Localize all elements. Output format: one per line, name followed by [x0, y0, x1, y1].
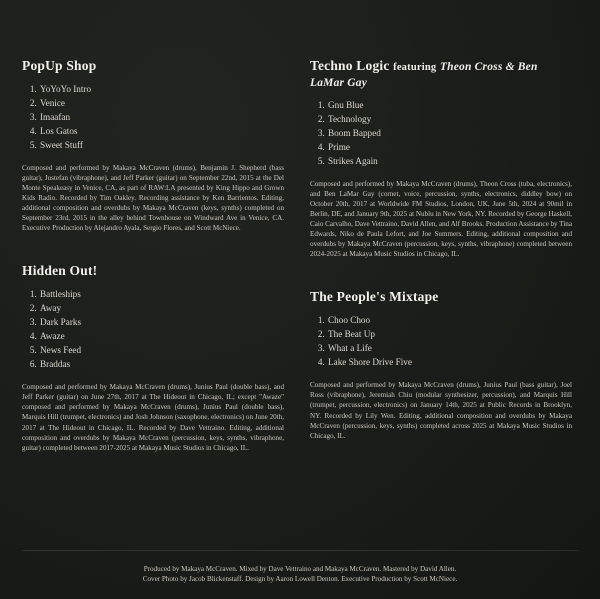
- release-block-popup-shop: [22, 58, 284, 233]
- featured-artists: Theon Cross & Ben LaMar Gay: [310, 61, 538, 89]
- tracklist: [310, 99, 572, 169]
- release-title-text: PopUp Shop: [22, 58, 97, 73]
- release-title: [22, 263, 284, 279]
- release-title: [310, 289, 572, 305]
- track-item: 4. Awaze: [39, 330, 284, 344]
- track-item: 3. Dark Parks: [39, 316, 284, 330]
- release-title: [310, 58, 572, 90]
- tracklist: [310, 314, 572, 370]
- right-column: [310, 58, 572, 483]
- track-item: 5. Strikes Again: [327, 155, 572, 169]
- credits-columns: [22, 58, 578, 483]
- footer-line-design: Cover Photo by Jacob Blickenstaff. Design by Aaron Lowell Denton. Executive Production by Scott McNiece.: [142, 575, 458, 584]
- track-item: 2. Technology: [327, 113, 572, 127]
- release-credits: Composed and performed by Makaya McCraven (drums), Junius Paul (double bass), and Jeff Parker (guitar) on June 27th, 2017 at The Hideout in Chicago, IL; except "Awaze" composed and performed by Makaya McCraven (drums), Junius Paul (double bass), Marquis Hill (trumpet, electronics) and Josh Johnson (saxophone, electronics) on June 20th, 2017 at The Hideout in Chicago, IL. Recorded by Dave Vettraino. Editing, additional composition and overdubs by Makaya McCraven (percussion, keys, synths, vibraphone, guitar) completed between 2017-2025 at Makaya Music Studios in Chicago, IL.: [22, 383, 284, 452]
- release-title-text: Techno Logic: [310, 58, 390, 73]
- footer-credits: [0, 564, 600, 585]
- release-credits: Composed and performed by Makaya McCraven (drums), Junius Paul (bass guitar), Joel Ross (vibraphone), Jeremiah Chiu (modular synthesizer, percussion), and Marquis Hill (trumpet, percussion, electronics) on January 14th, 2025 at Public Records in Brooklyn, NY. Recorded by Lily Wen. Editing, additional composition and overdubs by Makaya McCraven (percussion, keys, synths) completed across 2025 at Makaya Music Studios in Chicago, IL.: [310, 381, 572, 440]
- track-item: 1. Battleships: [39, 288, 284, 302]
- tracklist: [22, 83, 284, 153]
- release-title-text: The People's Mixtape: [310, 289, 439, 305]
- track-item: 4. Los Gatos: [39, 125, 284, 139]
- track-item: 1. Choo Choo: [327, 314, 572, 328]
- track-item: 2. Away: [39, 302, 284, 316]
- track-item: 2. Venice: [39, 97, 284, 111]
- track-item: 1. Gnu Blue: [327, 99, 572, 113]
- track-item: 3. What a Life: [327, 342, 572, 356]
- footer-divider: [22, 550, 578, 551]
- track-item: 5. News Feed: [39, 344, 284, 358]
- left-column: [22, 58, 284, 483]
- track-item: 5. Sweet Stuff: [39, 139, 284, 153]
- release-block-peoples-mixtape: [310, 289, 572, 440]
- track-item: 3. Boom Bapped: [327, 127, 572, 141]
- release-title: [22, 58, 284, 74]
- release-block-hidden-out: [22, 263, 284, 452]
- release-block-techno-logic: [310, 58, 572, 259]
- track-item: 2. The Beat Up: [327, 328, 572, 342]
- release-title-text: Hidden Out!: [22, 263, 98, 279]
- release-credits: Composed and performed by Makaya McCraven (drums), Theon Cross (tuba, electronics), and Ben LaMar Gay (cornet, voice, percussion, synths, electronics, diddley bow) on October 20th, 2017 at Worldwide FM Studios, London, UK, June 5th, 2024 at 90mil in Berlin, DE, and January 9th, 2025 at Nublu in New York, NY. Recorded by George Haskell, Caio Carvalho, Dave Vettraino, David Allen, and Alf Brooks. Production Assistance by Tina Edwards, Niko de Paula Lefort, and Joe Summers. Editing, additional composition and overdubs by Makaya McCraven (percussion, keys, synths, vibraphone) completed between 2024-2025 at Makaya Music Studios in Chicago, IL.: [310, 179, 572, 259]
- track-item: 4. Lake Shore Drive Five: [327, 356, 572, 370]
- track-item: 6. Braddas: [39, 358, 284, 372]
- footer-line-production: Produced by Makaya McCraven. Mixed by Dave Vettraino and Makaya McCraven. Mastered by David Allen.: [143, 564, 457, 573]
- track-item: 4. Prime: [327, 141, 572, 155]
- tracklist: [22, 288, 284, 372]
- track-item: 3. Imaafan: [39, 111, 284, 125]
- featuring-label: featuring: [393, 62, 437, 73]
- track-item: 1. YoYoYo Intro: [39, 83, 284, 97]
- release-credits: Composed and performed by Makaya McCraven (drums), Benjamin J. Shepherd (bass guitar), Justefan (vibraphone), and Jeff Parker (guitar) on September 22nd, 2015 at the Del Monte Speakeasy in Venice, CA, as part of RAW:LA presented by King Hippo and Grown Kids Radio. Recorded by Tim Oakley. Recording assistance by Ken Barrientos. Editing, additional composition and overdubs by Makaya McCraven (keys, synths) completed on September 23rd, 2015 in the alley behind Townhouse on Windward Ave in Venice, CA. Executive Production by Alejandro Ayala, Sergio Flores, and Scott McNiece.: [22, 163, 284, 233]
